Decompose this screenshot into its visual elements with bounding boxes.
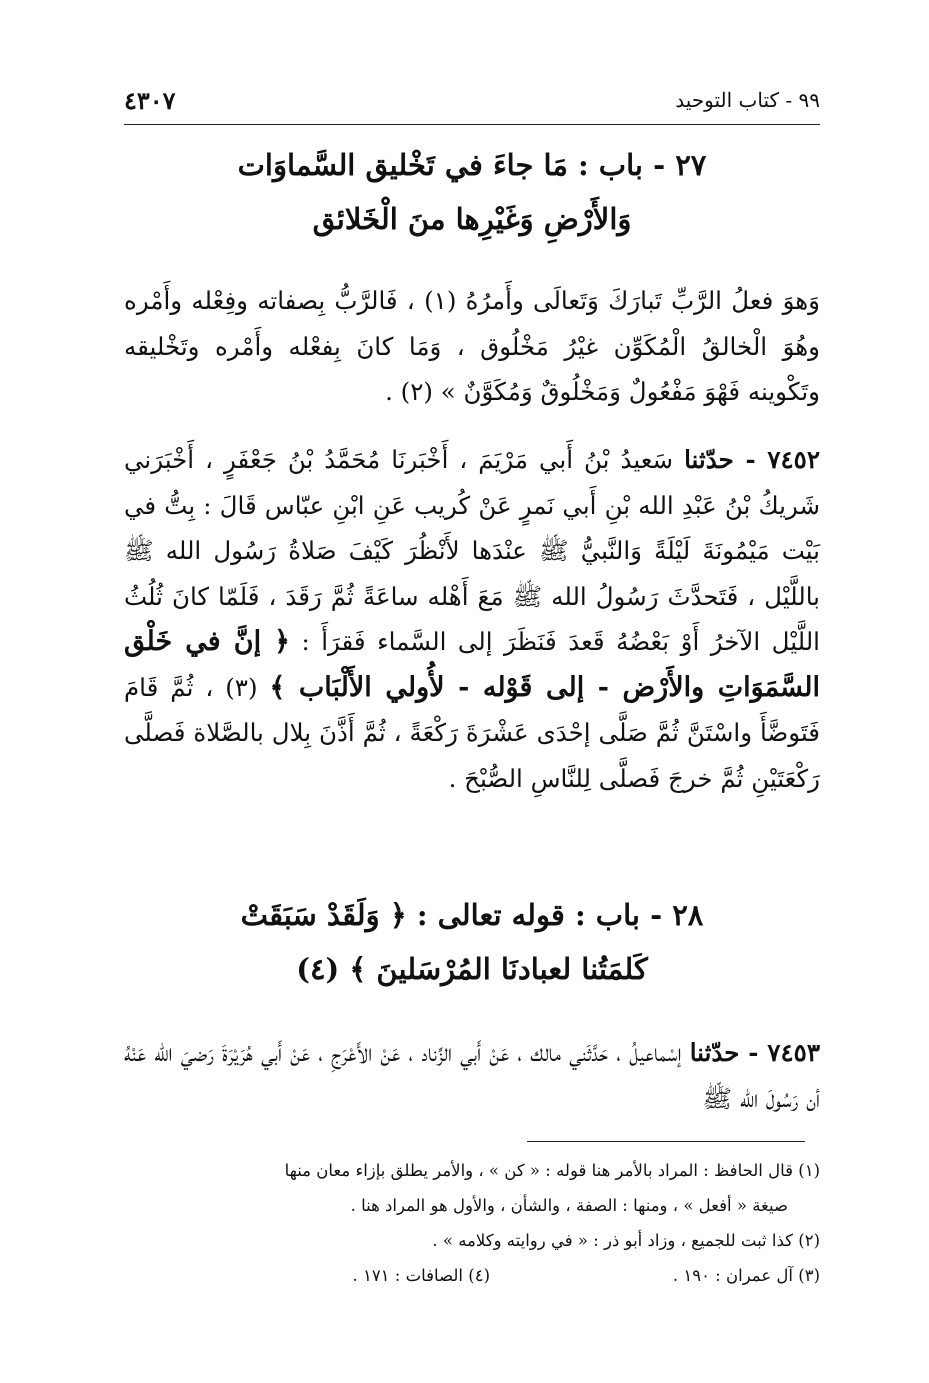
hadith-7453-lead: ٧٤٥٣ - حدّثنا: [689, 1038, 820, 1067]
hadith-7453-text: إسْماعيلُ ، حَدَّثَني مالك ، عَنْ أَبي الزِّناد ، عَنْ الأَعْرَجِ ، عَنْ أَبي هُرَيْرَةَ رَضيَ الله عَنْهُ أن رَسُولَ الله ﷺ: [124, 1038, 820, 1113]
chapter-27-heading-line2: وَالأَرْضِ وَغَيْرِها منَ الْخَلائق: [312, 202, 632, 236]
chapter-27-heading-line1: ٢٧ - باب : مَا جاءَ في تَخْليق السَّماوَات: [237, 148, 707, 182]
chapter-28-heading-line2: كَلمَتُنا لعبادنَا المُرْسَلينَ ﴾ (٤): [296, 952, 648, 986]
hadith-7453: [124, 1030, 820, 1121]
footnote-1-continued: صيغة « أفعل » ، ومنها : الصفة ، والشأن ، والأول هو المراد هنا .: [350, 1196, 788, 1215]
chapter-27-heading: [124, 138, 820, 246]
footnote-3: (٣) آل عمران : ١٩٠ .: [672, 1266, 820, 1285]
footnote-2: (٢) كذا ثبت للجميع ، وزاد أبو ذر : « في روايته وكلامه » .: [432, 1231, 820, 1250]
page-number: ٤٣٠٧: [124, 86, 176, 115]
hadith-7452-text-continued: (٣) ، ثُمَّ قَامَ فَتَوضَّأَ واسْتَنَّ ثُمَّ صَلَّى إحْدَى عَشْرَةَ رَكْعَةً ، ثُمَّ أَذَّنَ بِلال بالصَّلاة فَصلَّى رَكْعَتَيْنِ ثُمَّ خرجَ فَصلَّى لِلنَّاسِ الصُّبْحَ .: [124, 672, 820, 793]
running-head: [124, 84, 820, 125]
hadith-7452-lead: ٧٤٥٢ - حدّثنا: [684, 445, 820, 474]
footnote-row: [124, 1258, 820, 1293]
intro-paragraph: وَهوَ فعلُ الرَّبِّ تَبارَكَ وَتَعالَى وأَمرُهُ (١) ، فَالرَّبُّ بِصفاته وفِعْله وأَمْره وهُوَ الْخالقُ الْمُكَوِّن غيْرُ مَخْلُوق ، وَمَا كانَ بِفعْله وأَمْره وتَخْليقه وتَكْوينه فَهْوَ مَفْعُولٌ وَمَخْلُوقٌ وَمُكَوَّنٌ » (٢) .: [124, 286, 820, 406]
quran-verse: ﴿ إنَّ في خَلْق السَّمَوَاتِ والأَرْض - إلى قَوْله - لأُولي الأَلْبَاب ﴾: [124, 626, 820, 703]
hadith-7452-text: سَعيدُ بْنُ أَبي مَرْيَمَ ، أَخْبَرنَا مُحَمَّدُ بْنُ جَعْفَرٍ ، أَخْبَرَني شَريكُ بْنُ عَبْدِ الله بْنِ أَبي نَمرٍ عَنْ كُريب عَنِ ابْنِ عبّاس قَالَ : بِتُّ في بَيْت مَيْمُونَةَ لَيْلَةً وَالنَّبيُّ ﷺ عنْدَها لأَنْظُرَ كَيْفَ صَلاةُ رَسُول الله ﷺ باللَّيْل ، فَتَحدَّثَ رَسُولُ الله ﷺ مَعَ أَهْله ساعَةً ثُمَّ رَقَدَ ، فَلَمّا كانَ ثُلُثُ اللَّيْل الآخرُ أَوْ بَعْضُهُ قَعدَ فَنَظَرَ إلى السَّماء فَقرَأَ :: [124, 445, 820, 656]
chapter-28-heading: [124, 888, 820, 996]
chapter-28-heading-line1: ٢٨ - باب : قوله تعالى : ﴿ وَلَقَدْ سَبَقَتْ: [240, 898, 704, 932]
footnote-4: (٤) الصافات : ١٧١ .: [352, 1266, 490, 1285]
footnote-separator: [527, 1141, 805, 1142]
footnote-1: (١) قال الحافظ : المراد بالأمر هنا قوله : « كن » ، والأمر يطلق بإزاء معان منها: [284, 1161, 820, 1180]
hadith-7452: [124, 437, 820, 801]
running-head-title: ٩٩ - كتاب التوحيد: [675, 88, 820, 112]
footnotes: [124, 1153, 820, 1293]
